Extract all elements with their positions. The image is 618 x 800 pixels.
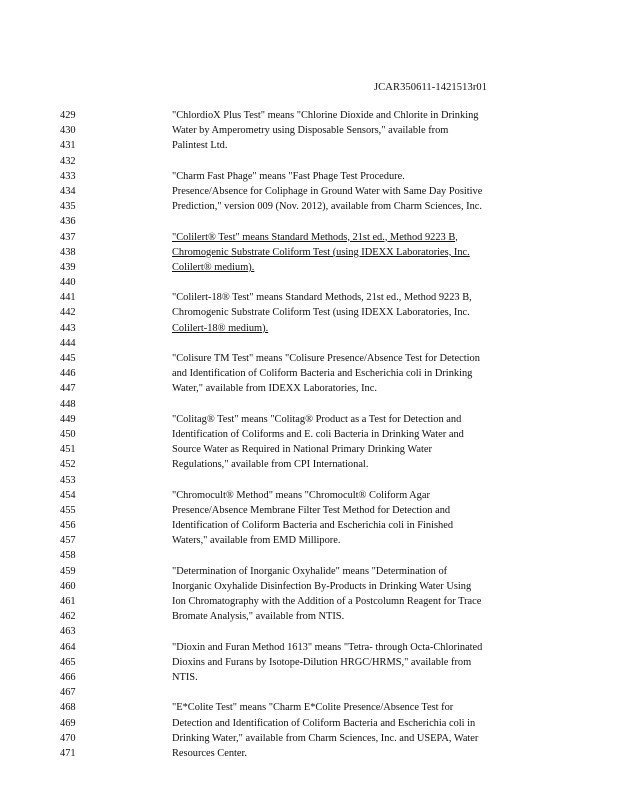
text-line bbox=[0, 609, 618, 624]
text-line bbox=[0, 731, 618, 746]
line-text bbox=[172, 731, 478, 746]
text-segment: "E*Colite Test" means "Charm E*Colite Presence/Absence Test for bbox=[172, 702, 454, 714]
line-text bbox=[172, 245, 470, 260]
line-number: 453 bbox=[60, 474, 76, 486]
line-text bbox=[172, 457, 368, 472]
text-line bbox=[0, 275, 618, 290]
line-number: 461 bbox=[60, 596, 76, 607]
text-line bbox=[0, 154, 618, 169]
text-line bbox=[0, 655, 618, 670]
line-text bbox=[172, 138, 227, 153]
line-text bbox=[172, 609, 344, 624]
line-number: 458 bbox=[60, 550, 76, 562]
line-text bbox=[172, 169, 405, 184]
text-segment: Colilert® medium). bbox=[172, 261, 255, 273]
text-segment: "Chromocult® Method" means "Chromocult® Coliform Agar bbox=[172, 489, 430, 501]
text-line bbox=[0, 321, 618, 336]
line-text bbox=[172, 700, 453, 715]
line-text bbox=[172, 230, 458, 245]
text-line bbox=[0, 138, 618, 153]
line-number: 430 bbox=[60, 125, 76, 137]
text-line bbox=[0, 473, 618, 488]
line-number: 457 bbox=[60, 535, 76, 547]
numbered-text-body bbox=[0, 108, 618, 761]
text-segment: "Colitag® Test" means "Colitag® Product as a Test for Detection and bbox=[172, 413, 462, 425]
line-number: 431 bbox=[60, 140, 76, 152]
line-number: 435 bbox=[60, 201, 76, 213]
text-segment: "Determination of Inorganic Oxyhalide" means "Determination of bbox=[172, 565, 448, 577]
text-line bbox=[0, 548, 618, 563]
line-number: 452 bbox=[60, 459, 76, 471]
line-text bbox=[172, 579, 471, 594]
line-number: 438 bbox=[60, 246, 76, 258]
text-segment: Presence/Absence Membrane Filter Test Method for Detection and bbox=[172, 504, 451, 516]
text-segment: "Colilert-18® Test" means Standard Methods, 21st ed., Method 9223 B, bbox=[172, 292, 472, 304]
line-number: 448 bbox=[60, 398, 76, 410]
line-number: 465 bbox=[60, 656, 76, 668]
text-line bbox=[0, 412, 618, 427]
line-text bbox=[172, 366, 472, 381]
line-text bbox=[172, 381, 377, 396]
text-segment: NTIS. bbox=[172, 671, 198, 683]
text-line bbox=[0, 351, 618, 366]
line-number: 444 bbox=[60, 337, 76, 349]
line-number: 449 bbox=[60, 413, 76, 425]
line-text bbox=[172, 412, 461, 427]
text-segment: and Identification of Coliform Bacteria and Escherichia coli in Drinking bbox=[172, 368, 473, 380]
text-line bbox=[0, 427, 618, 442]
line-text bbox=[172, 351, 480, 366]
line-number: 451 bbox=[60, 444, 76, 456]
line-number: 466 bbox=[60, 671, 76, 683]
text-segment: Bromate Analysis," available from NTIS. bbox=[172, 611, 345, 623]
line-number: 464 bbox=[60, 641, 76, 653]
text-segment: Regulations," available from CPI International. bbox=[172, 459, 369, 471]
text-segment: Palintest Ltd. bbox=[172, 140, 228, 152]
line-text bbox=[172, 442, 432, 457]
text-segment: "Dioxin and Furan Method 1613" means "Tetra- through Octa-Chlorinated bbox=[172, 641, 483, 653]
text-segment: Chromogenic Substrate Coliform Test (using IDEXX Laboratories, Inc. bbox=[172, 246, 470, 258]
text-line bbox=[0, 245, 618, 260]
line-number: 462 bbox=[60, 611, 76, 623]
text-segment: Source Water as Required in National Primary Drinking Water bbox=[172, 444, 432, 456]
line-text bbox=[172, 199, 482, 214]
text-line bbox=[0, 108, 618, 123]
text-segment: Prediction," version 009 (Nov. 2012), available from Charm Sciences, Inc. bbox=[172, 201, 483, 213]
line-number: 440 bbox=[60, 277, 76, 289]
text-line bbox=[0, 457, 618, 472]
text-line bbox=[0, 305, 618, 320]
line-text bbox=[172, 594, 481, 609]
line-number: 468 bbox=[60, 702, 76, 714]
text-segment: "Colilert® Test" means Standard Methods, 21st ed., Method 9223 B, bbox=[172, 231, 458, 243]
line-text bbox=[172, 427, 464, 442]
text-segment: Detection and Identification of Coliform Bacteria and Escherichia coli in bbox=[172, 717, 476, 729]
text-segment: Identification of Coliforms and E. coli Bacteria in Drinking Water and bbox=[172, 428, 464, 440]
text-segment: Inorganic Oxyhalide Disinfection By-Products in Drinking Water Using bbox=[172, 580, 472, 592]
text-segment: Water," available from IDEXX Laboratories, Inc. bbox=[172, 383, 377, 395]
text-line bbox=[0, 594, 618, 609]
text-line bbox=[0, 640, 618, 655]
text-line bbox=[0, 214, 618, 229]
text-line bbox=[0, 624, 618, 639]
line-number: 470 bbox=[60, 732, 76, 744]
line-text bbox=[172, 123, 448, 138]
line-number: 467 bbox=[60, 687, 76, 699]
line-number: 434 bbox=[60, 185, 76, 197]
line-number: 469 bbox=[60, 717, 76, 729]
text-segment: Colilert-18® medium). bbox=[172, 322, 269, 334]
text-line bbox=[0, 685, 618, 700]
line-text bbox=[172, 716, 475, 731]
text-segment: "ChlordioX Plus Test" means "Chlorine Dioxide and Chlorite in Drinking bbox=[172, 110, 479, 121]
text-segment: Resources Center. bbox=[172, 747, 248, 759]
line-text bbox=[172, 518, 453, 533]
line-number: 429 bbox=[60, 110, 76, 121]
text-line bbox=[0, 381, 618, 396]
text-line bbox=[0, 579, 618, 594]
line-text bbox=[172, 305, 470, 320]
text-line bbox=[0, 397, 618, 412]
line-number: 463 bbox=[60, 626, 76, 638]
line-text bbox=[172, 260, 254, 275]
line-text bbox=[172, 503, 450, 518]
text-line bbox=[0, 670, 618, 685]
text-line bbox=[0, 336, 618, 351]
line-number: 433 bbox=[60, 170, 76, 182]
text-segment: Chromogenic Substrate Coliform Test (using IDEXX Laboratories, Inc. bbox=[172, 307, 470, 319]
line-number: 454 bbox=[60, 489, 76, 501]
line-text bbox=[172, 290, 472, 305]
text-line bbox=[0, 184, 618, 199]
line-number: 439 bbox=[60, 261, 76, 273]
line-text bbox=[172, 184, 482, 199]
text-line bbox=[0, 518, 618, 533]
text-line bbox=[0, 442, 618, 457]
line-number: 446 bbox=[60, 368, 76, 380]
line-number: 455 bbox=[60, 504, 76, 516]
line-number: 471 bbox=[60, 747, 76, 759]
line-number: 443 bbox=[60, 322, 76, 334]
line-text bbox=[172, 108, 478, 123]
text-segment: Waters," available from EMD Millipore. bbox=[172, 535, 341, 547]
line-text bbox=[172, 564, 447, 579]
text-line bbox=[0, 503, 618, 518]
text-line bbox=[0, 700, 618, 715]
text-line bbox=[0, 533, 618, 548]
line-number: 459 bbox=[60, 565, 76, 577]
text-segment: "Charm Fast Phage" means "Fast Phage Test Procedure. bbox=[172, 170, 405, 182]
text-line bbox=[0, 199, 618, 214]
text-line bbox=[0, 488, 618, 503]
line-text bbox=[172, 670, 198, 685]
text-line bbox=[0, 366, 618, 381]
text-segment: Dioxins and Furans by Isotope-Dilution HRGC/HRMS," available from bbox=[172, 656, 472, 668]
text-line bbox=[0, 123, 618, 138]
text-line bbox=[0, 716, 618, 731]
text-segment: Water by Amperometry using Disposable Sensors," available from bbox=[172, 125, 449, 137]
line-text bbox=[172, 488, 430, 503]
line-number: 442 bbox=[60, 307, 76, 319]
line-text bbox=[172, 533, 340, 548]
line-number: 447 bbox=[60, 383, 76, 395]
text-line bbox=[0, 230, 618, 245]
text-segment: Ion Chromatography with the Addition of a Postcolumn Reagent for Trace bbox=[172, 596, 482, 607]
line-number: 432 bbox=[60, 155, 76, 167]
text-line bbox=[0, 290, 618, 305]
text-line bbox=[0, 746, 618, 761]
line-number: 456 bbox=[60, 520, 76, 532]
text-line bbox=[0, 564, 618, 579]
document-id-header: JCAR350611-1421513r01 bbox=[374, 82, 488, 93]
line-number: 436 bbox=[60, 216, 76, 228]
text-line bbox=[0, 260, 618, 275]
text-segment: Identification of Coliform Bacteria and Escherichia coli in Finished bbox=[172, 520, 454, 532]
line-text bbox=[172, 640, 482, 655]
line-number: 450 bbox=[60, 428, 76, 440]
text-segment: Presence/Absence for Coliphage in Ground Water with Same Day Positive bbox=[172, 185, 483, 197]
text-line bbox=[0, 169, 618, 184]
line-text bbox=[172, 655, 471, 670]
line-text bbox=[172, 746, 247, 761]
line-number: 441 bbox=[60, 292, 76, 304]
line-number: 445 bbox=[60, 353, 76, 364]
line-number: 437 bbox=[60, 231, 76, 243]
line-text bbox=[172, 321, 268, 336]
line-number: 460 bbox=[60, 580, 76, 592]
text-segment: "Colisure TM Test" means "Colisure Presence/Absence Test for Detection bbox=[172, 353, 480, 364]
text-segment: Drinking Water," available from Charm Sciences, Inc. and USEPA, Water bbox=[172, 732, 479, 744]
